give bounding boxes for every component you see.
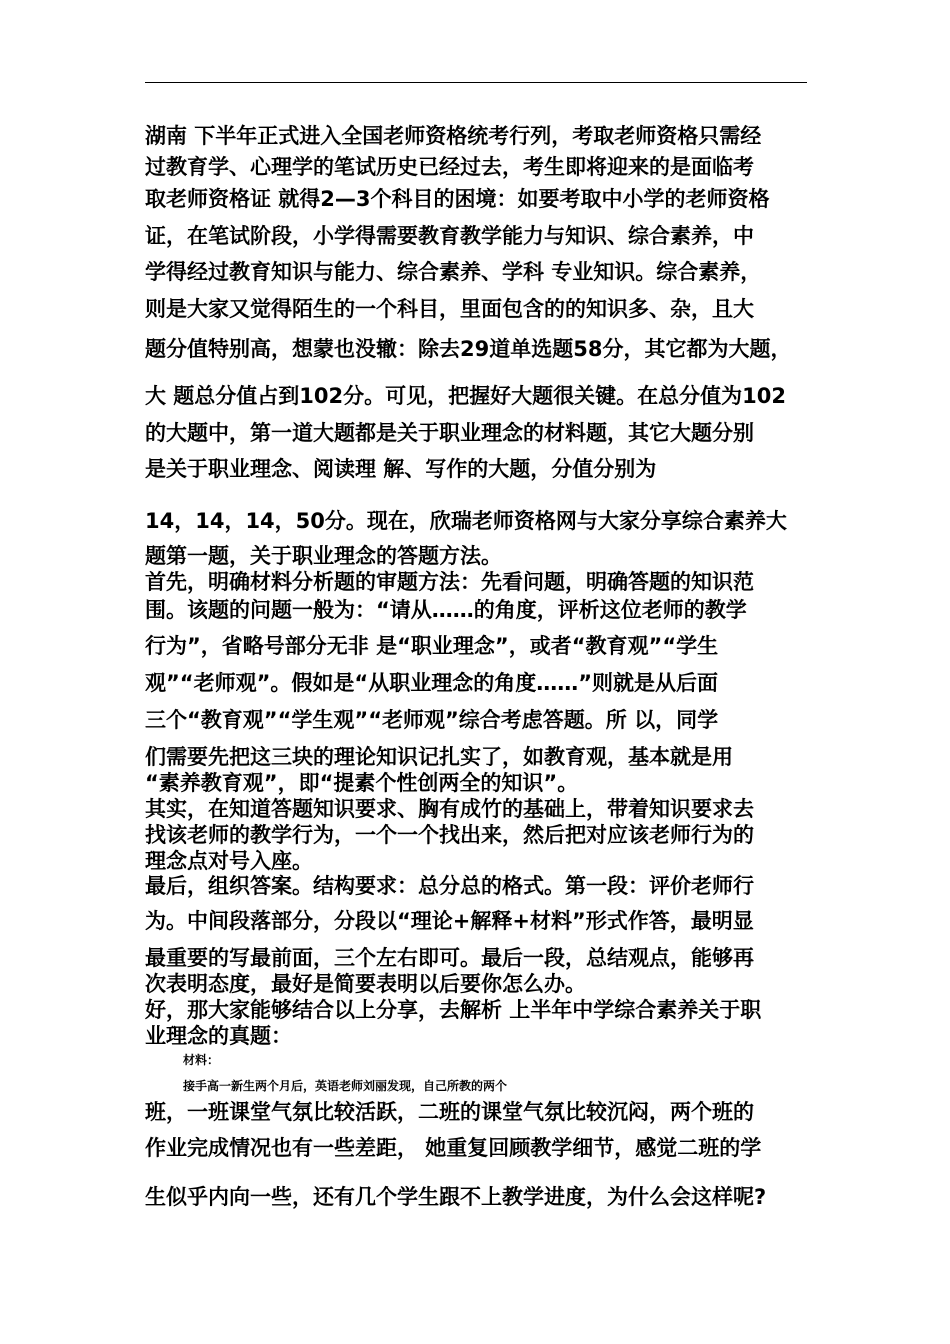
text-line: 好，那大家能够结合以上分享，去解析 上半年中学综合素养关于职 xyxy=(145,998,762,1022)
text-line: 观”“老师观”。假如是“从职业理念的角度……”则就是从后面 xyxy=(145,671,719,695)
text-line: 们需要先把这三块的理论知识记扎实了，如教育观，基本就是用 xyxy=(145,745,733,769)
text-line: 学得经过教育知识与能力、综合素养、学科 专业知识。综合素养， xyxy=(145,260,762,284)
text-line: 材料： xyxy=(183,1053,220,1067)
text-line: 行为”，省略号部分无非 是“职业理念”，或者“教育观”“学生 xyxy=(145,634,719,658)
text-line: 作业完成情况也有一些差距， 她重复回顾教学细节，感觉二班的学 xyxy=(145,1136,762,1160)
text-line: 生似乎内向一些，还有几个学生跟不上教学进度，为什么会这样呢? xyxy=(145,1185,767,1209)
text-line: 班，一班课堂气氛比较活跃，二班的课堂气氛比较沉闷，两个班的 xyxy=(145,1100,754,1124)
text-line: 大 题总分值占到102分。可见，把握好大题很关键。在总分值为102 xyxy=(145,384,786,408)
text-line: 理念点对号入座。 xyxy=(145,849,313,873)
text-line: 则是大家又觉得陌生的一个科目，里面包含的的知识多、杂，且大 xyxy=(145,297,754,321)
text-line: 三个“教育观”“学生观”“老师观”综合考虑答题。所 以，同学 xyxy=(145,708,719,732)
text-line: 最后，组织答案。结构要求：总分总的格式。第一段：评价老师行 xyxy=(145,874,754,898)
text-line: “素养教育观”，即“提素个性创两全的知识”。 xyxy=(145,771,579,795)
text-line: 14，14，14，50分。现在，欣瑞老师资格网与大家分享综合素养大 xyxy=(145,509,787,533)
text-line: 是关于职业理念、阅读理 解、写作的大题，分值分别为 xyxy=(145,457,657,481)
header-rule xyxy=(145,82,807,83)
text-line: 业理念的真题： xyxy=(145,1024,292,1048)
text-line: 首先，明确材料分析题的审题方法：先看问题，明确答题的知识范 xyxy=(145,570,754,594)
text-line: 次表明态度，最好是简要表明以后要你怎么办。 xyxy=(145,972,586,996)
text-line: 围。该题的问题一般为：“请从……的角度，评析这位老师的教学 xyxy=(145,598,747,622)
text-line: 找该老师的教学行为，一个一个找出来，然后把对应该老师行为的 xyxy=(145,823,754,847)
text-line: 取老师资格证 就得2—3个科目的困境：如要考取中小学的老师资格 xyxy=(145,187,770,211)
text-line: 证，在笔试阶段，小学得需要教育教学能力与知识、综合素养，中 xyxy=(145,224,754,248)
text-line: 其实，在知道答题知识要求、胸有成竹的基础上，带着知识要求去 xyxy=(145,797,754,821)
text-line: 接手高一新生两个月后，英语老师刘丽发现，自己所教的两个 xyxy=(183,1079,508,1093)
text-line: 题分值特别高，想蒙也没辙：除去29道单选题58分，其它都为大题， xyxy=(145,337,792,361)
text-line: 湖南 下半年正式进入全国老师资格统考行列，考取老师资格只需经 xyxy=(145,124,762,148)
text-line: 过教育学、心理学的笔试历史已经过去，考生即将迎来的是面临考 xyxy=(145,155,754,179)
text-line: 的大题中，第一道大题都是关于职业理念的材料题，其它大题分别 xyxy=(145,421,754,445)
text-line: 最重要的写最前面，三个左右即可。最后一段，总结观点，能够再 xyxy=(145,946,754,970)
text-line: 题第一题，关于职业理念的答题方法。 xyxy=(145,544,502,568)
text-line: 为。中间段落部分，分段以“理论+解释+材料”形式作答，最明显 xyxy=(145,909,754,933)
